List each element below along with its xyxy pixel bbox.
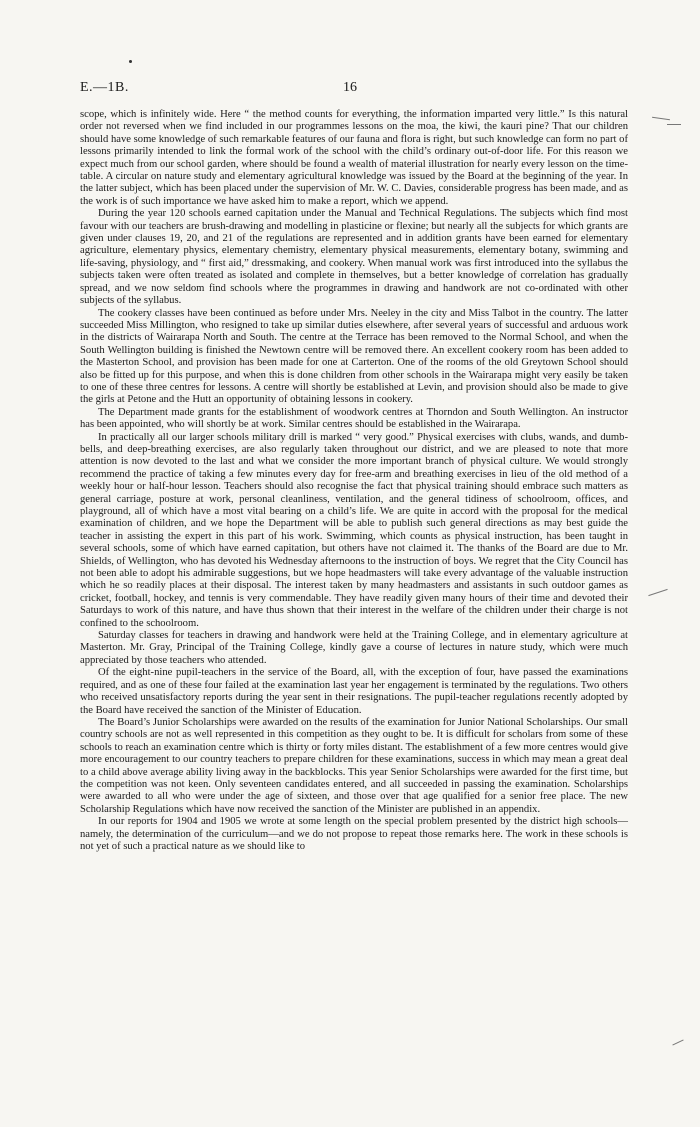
page-number: 16	[343, 80, 357, 95]
paragraph: The Board’s Junior Scholarships were awarded on the results of the examination for Junior National Scholarships. Our small country schools are not as well represented in this competition as they ought to be. It is difficult for scholars from some of these schools to reach an examination centre which is thirty or forty miles distant. The establishment of a few more centres would give more encouragement to our country teachers to prepare children for these examinations, success in which may mean a great deal to a child above average ability living away in the backblocks. This year Senior Scholarships were awarded for the first time, but the competition was not keen. Only seventeen candidates entered, and all succeeded in passing the examination. Scholarships were awarded to all who were under the age of sixteen, and those over that age qualified for a senior free place. The new Scholarship Regulations which have now received the sanction of the Minister are published in an appendix.	[80, 716, 628, 815]
paragraph: Saturday classes for teachers in drawing and handwork were held at the Training College, and in elementary agriculture at Masterton. Mr. Gray, Principal of the Training College, kindly gave a course of lectures in nature study, which were much appreciated by those teachers who attended.	[80, 630, 628, 666]
ink-dot	[129, 60, 132, 63]
paragraph: scope, which is infinitely wide. Here “ the method counts for everything, the information imparted very little.” Is this natural order not reversed when we find included in our programmes lessons on the moa, the kiwi, the kauri pine? That our children should have some knowledge of such remarkable features of our fauna and flora is right, but such knowledge can form no part of lessons primarily intended to link the formal work of the school with the child’s ordinary out-of-door life. For this reason we expect much from our school garden, where should be found a wealth of material illustration for nearly every lesson on the time-table. A circular on nature study and elementary agricultural knowledge was issued by the Board at the beginning of the year. In the latter subject, which has been placed under the supervision of Mr. W. C. Davies, considerable progress has been made, and as the work is of such importance we have asked him to make a report, which we append.	[80, 109, 628, 207]
paragraph: In our reports for 1904 and 1905 we wrote at some length on the special problem presented by the district high schools—namely, the determination of the curriculum—and we do not propose to repeat those remarks here. The work in these schools is not yet of such a practical nature as we should like to	[80, 816, 628, 852]
paragraph: The Department made grants for the establishment of woodwork centres at Thorndon and South Wellington. An instructor has been appointed, who will shortly be at work. Similar centres should be established in the Wairarapa.	[80, 406, 628, 431]
document-reference: E.—1B.	[80, 80, 129, 95]
margin-mark	[667, 124, 681, 125]
paragraph: In practically all our larger schools military drill is marked “ very good.” Physical exercises with clubs, wands, and dumb-bells, and deep-breathing exercises, are also regularly taken throughout our district, and we are pleased to note that more attention is now devoted to the last and what we consider the more important branch of physical culture. We would strongly recommend the practice of taking a few minutes every day for free-arm and breathing exercises in lieu of the old method of a weekly hour or half-hour lesson. Teachers should also recognise the fact that physical training should embrace such matters as general carriage, posture at work, personal cleanliness, ventilation, and the general tidiness of schoolroom, offices, and playground, all of which have a most vital bearing on a child’s life. We are quite in accord with the proposal for the medical examination of children, and we hope the Department will be able to publish such general directions as may best guide the teacher in assisting the expert in this part of his work. Swimming, which counts as physical instruction, has been taught in several schools, some of which have earned capitation, but others have not claimed it. The thanks of the Board are due to Mr. Shields, of Wellington, who has devoted his Wednesday afternoons to the instruction of boys. We regret that the City Council has not been able to adopt his admirable suggestions, but we hope headmasters will take every advantage of the valuable instruction which he so readily places at their disposal. The interest taken by many headmasters and assistants in such outdoor games as cricket, football, hockey, and tennis is very commendable. They have readily given many hours of their time and devoted their Saturdays to work of this nature, and have thus shown that their interest in the welfare of the children under their charge is not confined to the schoolroom.	[80, 431, 628, 629]
body-text	[80, 109, 628, 853]
paragraph: Of the eight-nine pupil-teachers in the service of the Board, all, with the exception of four, have passed the examinations required, and as one of these four failed at the examination last year her engagement is terminated by the regulations. Two others who received unsatisfactory reports during the year sent in their resignations. The pupil-teacher regulations recently adopted by the Board have received the sanction of the Minister of Education.	[80, 667, 628, 716]
paragraph: During the year 120 schools earned capitation under the Manual and Technical Regulations. The subjects which find most favour with our teachers are brush-drawing and modelling in plasticine or flexine; but nearly all the subjects for which grants are given under clauses 19, 20, and 21 of the regulations are represented and in addition grants have been earned for elementary agriculture, elementary physics, elementary chemistry, elementary physical measurements, elementary botany, swimming and life-saving, physiology, and “ first aid,” dressmaking, and cookery. When manual work was first introduced into the syllabus the subjects taken were often treated as isolated and complete in themselves, but a better knowledge of correlation has gradually spread, and we now seldom find schools where the programmes in drawing and handwork are not co-ordinated with other subjects of the syllabus.	[80, 208, 628, 307]
paragraph: The cookery classes have been continued as before under Mrs. Neeley in the city and Miss Talbot in the country. The latter succeeded Miss Millington, who resigned to take up similar duties elsewhere, after several years of successful and arduous work in the districts of Wairarapa North and South. The centre at the Terrace has been removed to the Normal School, and when the South Wellington building is finished the Newtown centre will be removed there. An excellent cookery room has been added to the Masterton School, and provision has been made for one at Carterton. One of the rooms of the old Greytown School should also be fitted up for this purpose, and when this is done children from other schools in the Wairarapa might very easily be taken to one of these three centres for lessons. A centre will shortly be established at Levin, and provision should also be made to give the girls at Petone and the Hutt an opportunity of obtaining lessons in cookery.	[80, 307, 628, 406]
margin-mark	[648, 589, 667, 596]
page-header	[80, 80, 620, 100]
margin-mark	[652, 117, 670, 120]
margin-mark	[672, 1040, 683, 1046]
